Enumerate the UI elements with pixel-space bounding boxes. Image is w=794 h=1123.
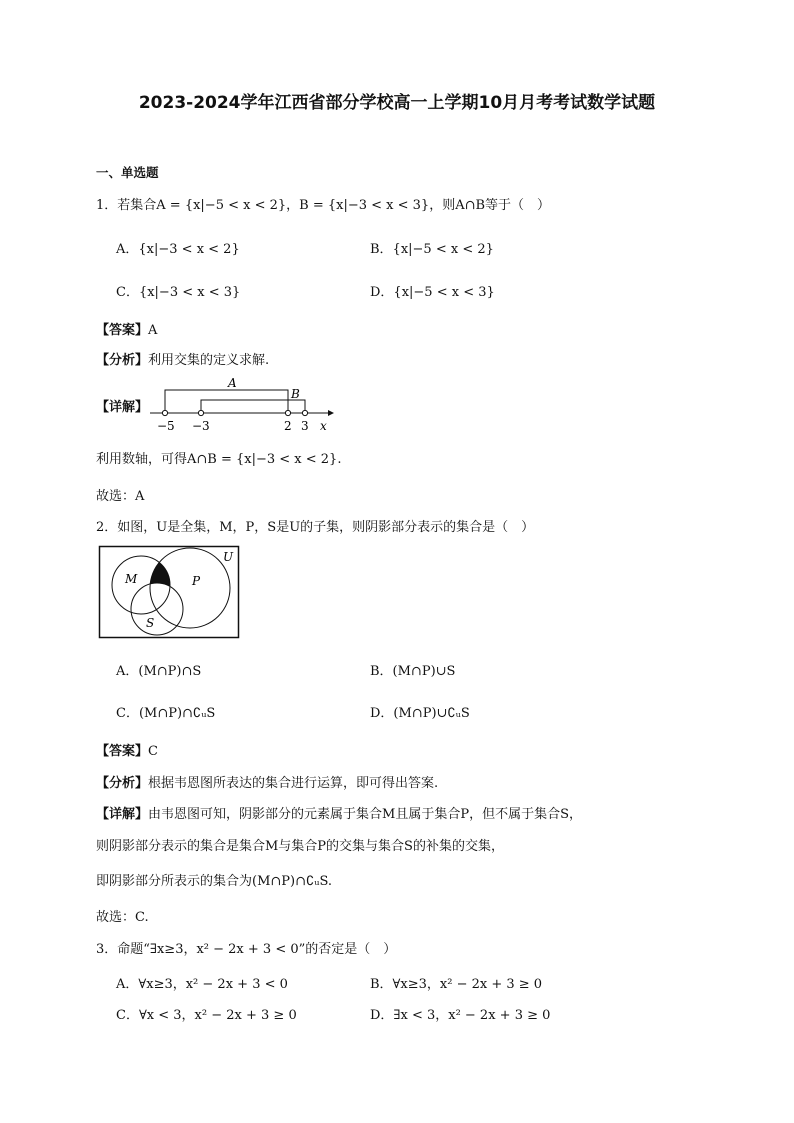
venn-label-u: U: [223, 550, 234, 564]
q1-analysis-text: 利用交集的定义求解.: [148, 353, 270, 368]
open-point-neg5: [162, 410, 167, 415]
venn-label-s: S: [146, 616, 155, 630]
open-point-2: [285, 410, 290, 415]
axis-label-x: x: [320, 419, 327, 433]
set-b-label: B: [291, 387, 300, 401]
tick-label-2: 2: [284, 419, 292, 433]
q1-detail-tag: 【详解】: [96, 400, 149, 415]
set-a-bracket: [165, 390, 288, 413]
q2-detail-line3: 即阴影部分所表示的集合为(M∩P)∩∁ᵤS.: [96, 874, 333, 889]
section-heading: 一、单选题: [96, 165, 159, 180]
q3-option-d[interactable]: D．∃x < 3，x² − 2x + 3 ≥ 0: [370, 1008, 551, 1023]
q3-option-b[interactable]: B．∀x≥3，x² − 2x + 3 ≥ 0: [370, 977, 543, 992]
open-point-neg3: [198, 410, 203, 415]
q2-answer-line: [96, 740, 158, 759]
q1-stem: 1．若集合A = {x|−5 < x < 2}，B = {x|−3 < x < 3}，则A∩B等于（ ）: [96, 198, 551, 213]
q2-detail-text1: 由韦恩图可知，阴影部分的元素属于集合M且属于集合P，但不属于集合S，: [148, 807, 582, 822]
page-title: 2023-2024学年江西省部分学校高一上学期10月月考考试数学试题: [138, 93, 656, 113]
q2-option-c[interactable]: C．(M∩P)∩∁ᵤS: [116, 706, 216, 721]
q3-stem: 3．命题“∃x≥3，x² − 2x + 3 < 0”的否定是（ ）: [96, 942, 397, 957]
q1-conclusion: 故选：A: [96, 489, 145, 504]
q1-option-a[interactable]: A．{x|−3 < x < 2}: [116, 242, 240, 257]
q2-option-a[interactable]: A．(M∩P)∩S: [116, 664, 202, 679]
q3-option-c[interactable]: C．∀x < 3，x² − 2x + 3 ≥ 0: [116, 1008, 297, 1023]
set-a-label: A: [228, 376, 237, 390]
q1-answer-value: A: [148, 323, 158, 338]
q2-analysis-line: [96, 772, 438, 791]
q2-stem: 2．如图，U是全集，M，P，S是U的子集，则阴影部分表示的集合是（ ）: [96, 520, 535, 535]
q1-answer-line: [96, 319, 157, 338]
venn-diagram: [98, 545, 240, 640]
venn-label-p: P: [192, 574, 201, 588]
q2-detail-line2: 则阴影部分表示的集合是集合M与集合P的交集与集合S的补集的交集，: [96, 839, 504, 854]
q2-analysis-tag: 【分析】: [96, 776, 149, 791]
q2-option-b[interactable]: B．(M∩P)∪S: [370, 664, 456, 679]
q2-detail-tag: 【详解】: [96, 807, 149, 822]
q1-option-b[interactable]: B．{x|−5 < x < 2}: [370, 242, 494, 257]
q2-analysis-text: 根据韦恩图所表达的集合进行运算，即可得出答案.: [148, 776, 439, 791]
number-line-figure: [148, 372, 338, 434]
q3-option-a[interactable]: A．∀x≥3，x² − 2x + 3 < 0: [116, 977, 288, 992]
q1-answer-tag: 【答案】: [96, 323, 149, 338]
tick-label-neg3: −3: [192, 419, 210, 433]
q2-answer-tag: 【答案】: [96, 744, 149, 759]
q1-detail-text: 利用数轴，可得A∩B = {x|−3 < x < 2}.: [96, 452, 342, 467]
q1-analysis-line: [96, 349, 269, 368]
tick-label-neg5: −5: [157, 419, 175, 433]
axis-arrow-icon: [328, 410, 334, 416]
open-point-3: [302, 410, 307, 415]
venn-label-m: M: [125, 572, 138, 586]
q1-analysis-tag: 【分析】: [96, 353, 149, 368]
q1-option-c[interactable]: C．{x|−3 < x < 3}: [116, 285, 241, 300]
q1-option-d[interactable]: D．{x|−5 < x < 3}: [370, 285, 495, 300]
tick-label-3: 3: [301, 419, 309, 433]
q2-conclusion: 故选：C.: [96, 910, 149, 925]
q2-detail-line1: [96, 803, 582, 822]
q2-answer-value: C: [148, 744, 158, 759]
q2-option-d[interactable]: D．(M∩P)∪∁ᵤS: [370, 706, 470, 721]
